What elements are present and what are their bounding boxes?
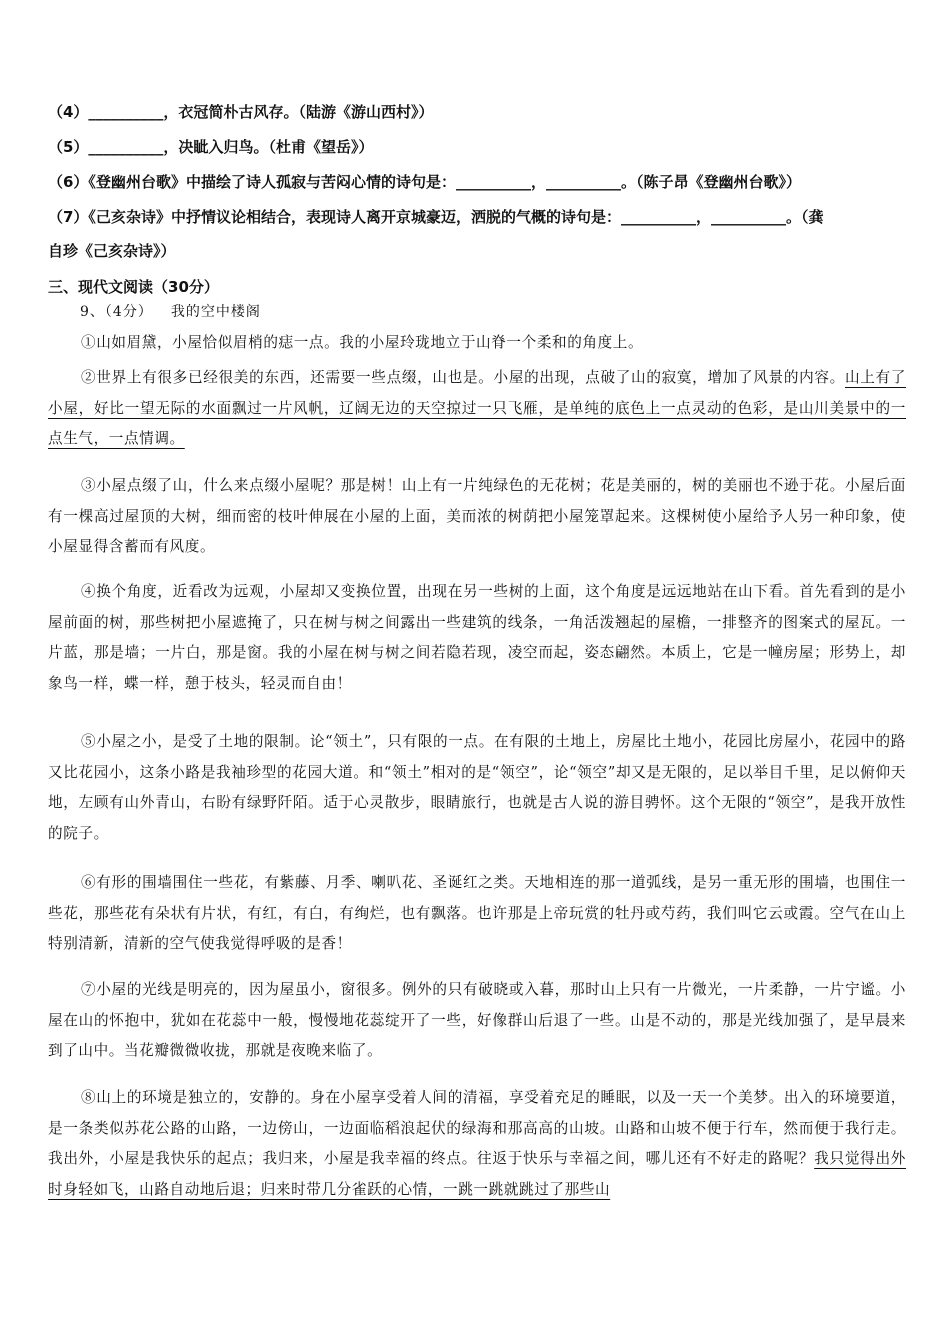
paragraph-1: ①山如眉黛，小屋恰似眉梢的痣一点。我的小屋玲珑地立于山脊一个柔和的角度上。 xyxy=(81,334,644,351)
paragraph-8 xyxy=(48,1083,906,1205)
paragraph-5: ⑤小屋之小，是受了土地的限制。论“领土”，只有限的一点。在有限的土地上，房屋比土地小，花园比房屋小，花园中的路又比花园小，这条小路是我袖珍型的花园大道。和“领土”相对的是“领空”，论“领空”却又是无限的，足以举目千里，足以俯仰天地，左顾有山外青山，右盼有绿野阡陌。适于心灵散步，眼睛旅行，也就是古人说的游目骋怀。这个无限的“领空”，是我开放性的院子。 xyxy=(48,733,906,842)
paragraph-6: ⑥有形的围墙围住一些花，有紫藤、月季、喇叭花、圣诞红之类。天地相连的那一道弧线，是另一重无形的围墙，也围住一些花，那些花有朵状有片状，有红，有白，有绚烂，也有飘落。也许那是上帝玩赏的牡丹或芍药，我们叫它云或霞。空气在山上特别清新，清新的空气使我觉得呼吸的是香！ xyxy=(48,874,906,952)
question-6: （6）《登幽州台歌》中描绘了诗人孤寂与苦闷心情的诗句是：__________，__________。（陈子昂《登幽州台歌》） xyxy=(48,173,801,191)
question-4: （4）__________，衣冠简朴古风存。（陆游《游山西村》） xyxy=(48,103,434,121)
section-heading: 三、现代文阅读（30分） xyxy=(48,278,219,296)
article-heading xyxy=(80,301,279,321)
question-5: （5）__________，决眦入归鸟。（杜甫《望岳》） xyxy=(48,138,374,156)
paragraph-7: ⑦小屋的光线是明亮的，因为屋虽小，窗很多。例外的只有破晓或入暮，那时山上只有一片微光，一片柔静，一片宁谧。小屋在山的怀抱中，犹如在花蕊中一般，慢慢地花蕊绽开了一些，好像群山后退了一些。山是不动的，那是光线加强了，是早晨来到了山中。当花瓣微微收拢，那就是夜晚来临了。 xyxy=(48,981,906,1059)
paragraph-2 xyxy=(48,363,906,455)
question-7-line-1: （7）《己亥杂诗》中抒情议论相结合，表现诗人离开京城豪迈，洒脱的气概的诗句是：__________，__________。（龚 xyxy=(48,208,824,226)
paragraph-2-underlined: 山上有了小屋，好比一望无际的水面飘过一片风帆，辽阔无边的天空掠过一只飞雁，是单纯的底色上一点灵动的色彩，是山川美景中的一点生气，一点情调。 xyxy=(48,369,906,447)
paragraph-8-underlined: 我只觉得出外时身轻如飞，山路自动地后退；归来时带几分雀跃的心情，一跳一跳就跳过了那些山 xyxy=(48,1150,906,1198)
article-title: 我的空中楼阁 xyxy=(170,304,261,320)
question-7-line-2: 自珍《己亥杂诗》） xyxy=(48,242,176,260)
paragraph-3: ③小屋点缀了山，什么来点缀小屋呢？那是树！山上有一片纯绿色的无花树；花是美丽的，树的美丽也不逊于花。小屋后面有一棵高过屋顶的大树，细而密的枝叶伸展在小屋的上面，美而浓的树荫把小屋笼罩起来。这棵树使小屋给予人另一种印象，使小屋显得含蓄而有风度。 xyxy=(48,477,906,555)
paragraph-4: ④换个角度，近看改为远观，小屋却又变换位置，出现在另一些树的上面，这个角度是远远地站在山下看。首先看到的是小屋前面的树，那些树把小屋遮掩了，只在树与树之间露出一些建筑的线条，一角活泼翘起的屋檐，一排整齐的图案式的屋瓦。一片蓝，那是墙；一片白，那是窗。我的小屋在树与树之间若隐若现，凌空而起，姿态翩然。本质上，它是一幢房屋；形势上，却象鸟一样，蝶一样，憩于枝头，轻灵而自由！ xyxy=(48,583,906,692)
paragraph-2-text: ②世界上有很多已经很美的东西，还需要一些点缀，山也是。小屋的出现，点破了山的寂寞，增加了风景的内容。 xyxy=(81,369,845,386)
question-number: 9、（4分） xyxy=(80,304,153,320)
paragraph-8-text: ⑧山上的环境是独立的，安静的。身在小屋享受着人间的清福，享受着充足的睡眠，以及一天一个美梦。出入的环境要道，是一条类似苏花公路的山路，一边傍山，一边面临稻浪起伏的绿海和那高高的山坡。山路和山坡不便于行车，然而便于我行走。我出外，小屋是我快乐的起点；我归来，小屋是我幸福的终点。往返于快乐与幸福之间，哪儿还有不好走的路呢？ xyxy=(48,1089,906,1167)
